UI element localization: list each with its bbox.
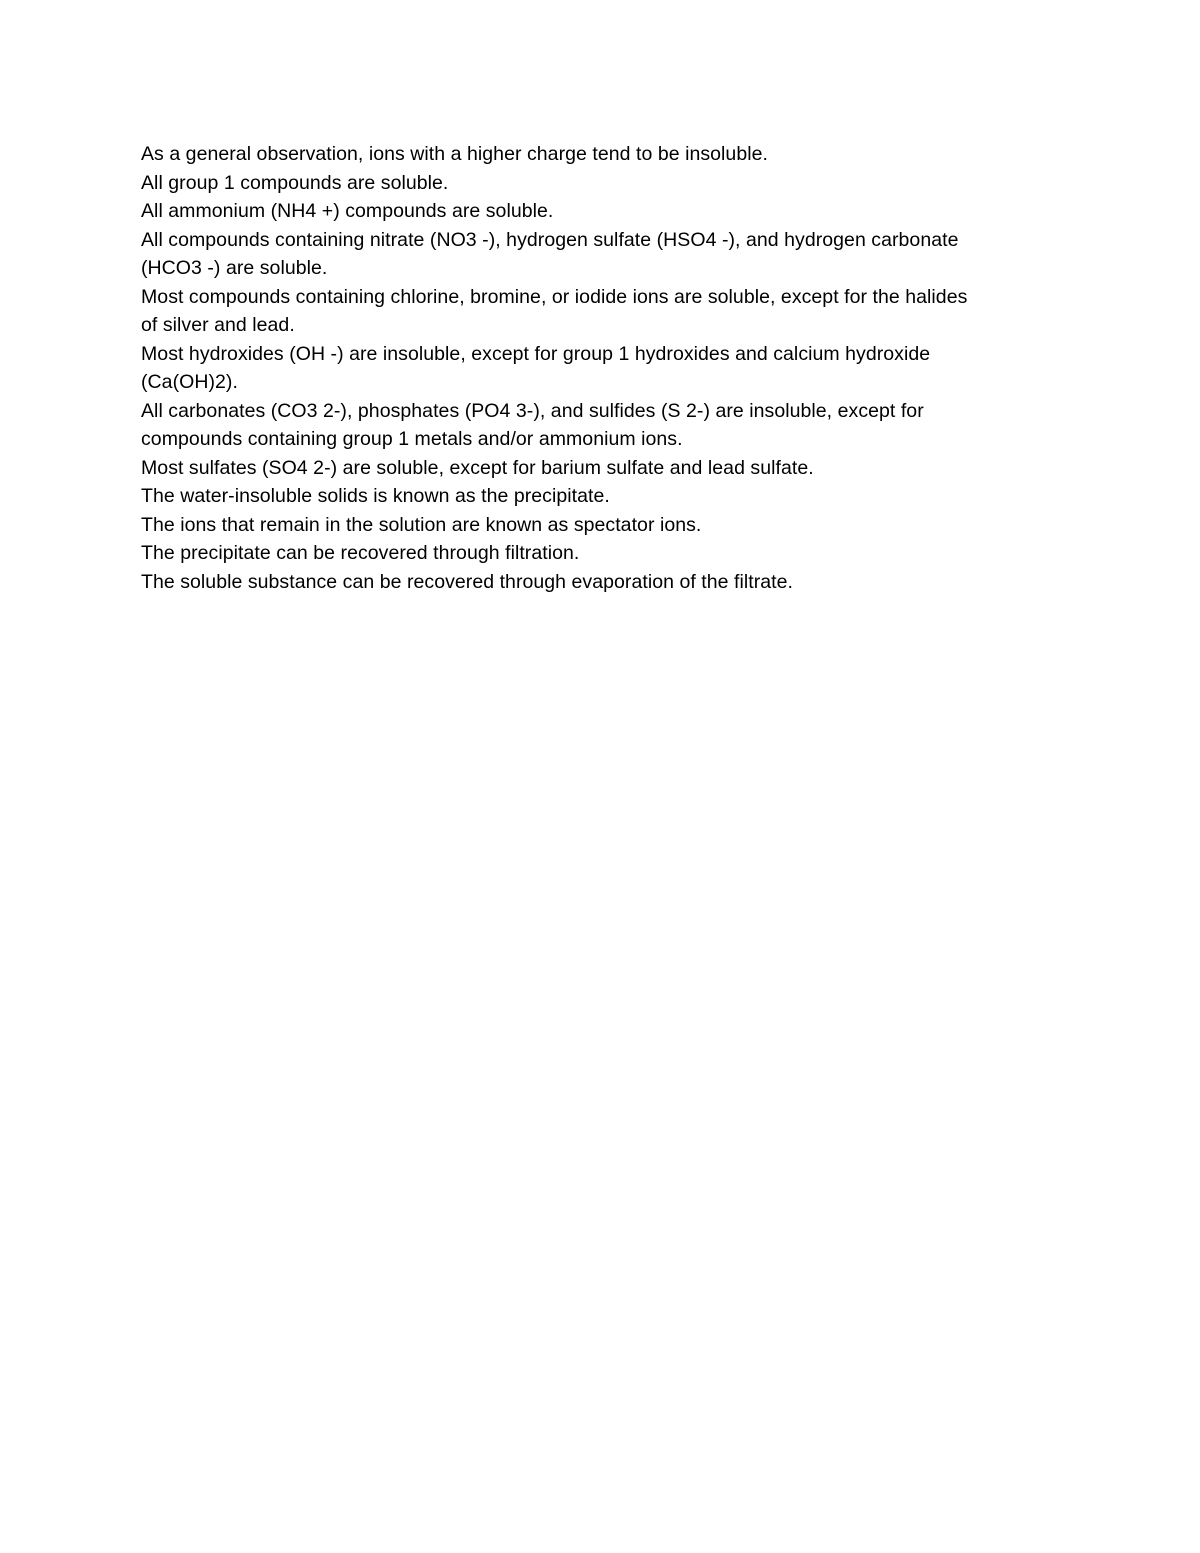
text-line: Most sulfates (SO4 2-) are soluble, except for barium sulfate and lead sulfate. [141, 456, 814, 479]
text-line: (HCO3 -) are soluble. [141, 257, 328, 279]
text-line: The ions that remain in the solution are known as spectator ions. [141, 513, 702, 536]
document-body [141, 140, 1071, 596]
text-line: All carbonates (CO3 2-), phosphates (PO4 3-), and sulfides (S 2-) are insoluble, except for [141, 399, 924, 422]
text-line: The water-insoluble solids is known as the precipitate. [141, 485, 610, 507]
text-line: As a general observation, ions with a higher charge tend to be insoluble. [141, 143, 768, 165]
text-line: All compounds containing nitrate (NO3 -), hydrogen sulfate (HSO4 -), and hydrogen carbonate [141, 228, 959, 251]
text-line: compounds containing group 1 metals and/or ammonium ions. [141, 428, 683, 450]
text-line: of silver and lead. [141, 314, 295, 336]
text-line: The soluble substance can be recovered through evaporation of the filtrate. [141, 570, 793, 593]
text-line: The precipitate can be recovered through filtration. [141, 542, 580, 564]
text-line: Most compounds containing chlorine, bromine, or iodide ions are soluble, except for the halides [141, 285, 968, 308]
text-line: All group 1 compounds are soluble. [141, 171, 449, 194]
text-line: Most hydroxides (OH -) are insoluble, except for group 1 hydroxides and calcium hydroxide [141, 342, 931, 365]
text-line: (Ca(OH)2). [141, 371, 238, 393]
text-line: All ammonium (NH4 +) compounds are soluble. [141, 200, 554, 222]
